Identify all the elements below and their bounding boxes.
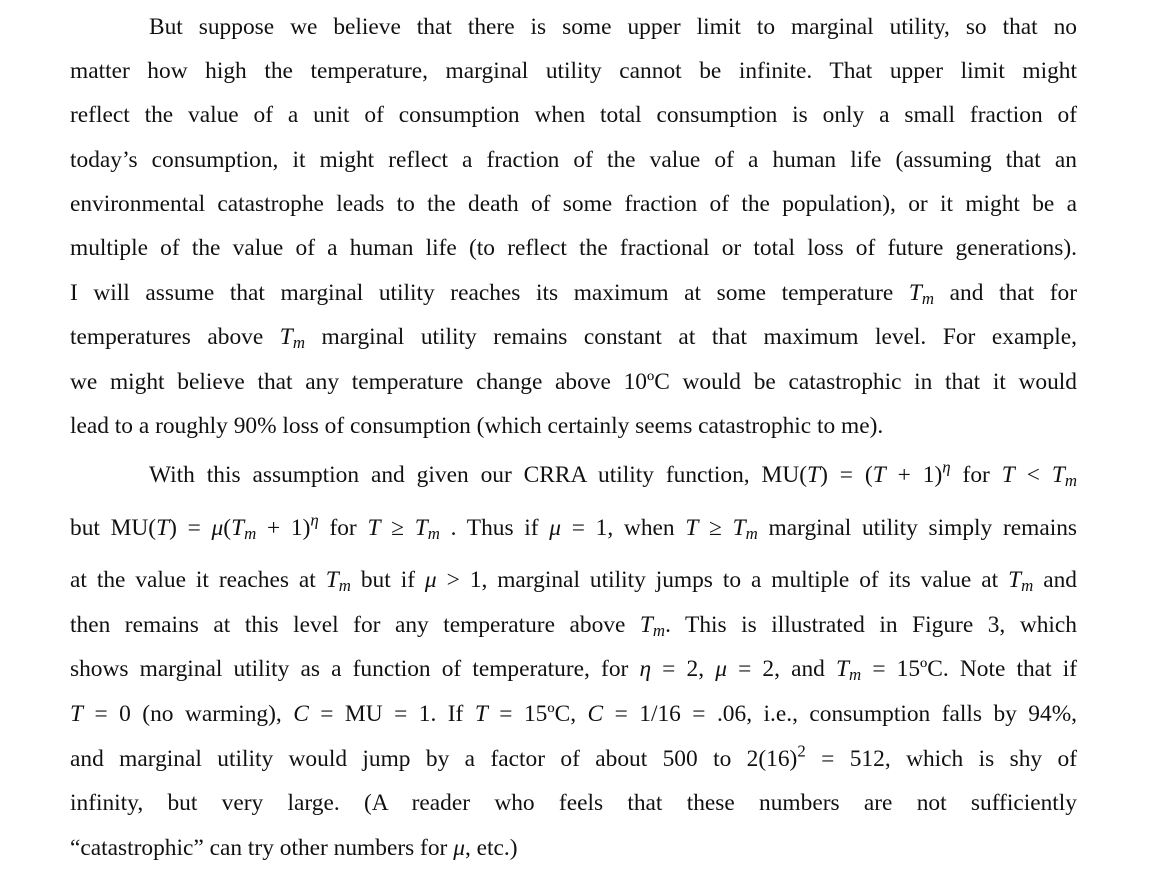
p1-line-9: we might believe that any temperature change above 10ºC would be catastrophic in that it would (70, 369, 1077, 395)
p2-line-6: T = 0 (no warming), C = MU = 1. If T = 15ºC, C = 1/16 = .06, i.e., consumption falls by 94%, (70, 701, 1078, 727)
p2-line-5: shows marginal utility as a function of temperature, for η = 2, μ = 2, and $T_m$ = 15ºC. Note that if (70, 656, 1077, 685)
p2-line-3: at the value it reaches at $T_m$ but if μ > 1, marginal utility jumps to a multiple of its value at $T_m$ and (70, 567, 1077, 596)
p2-line-4: then remains at this level for any temperature above $T_m$. This is illustrated in Figure 3, which (70, 612, 1077, 641)
p1-line-6: multiple of the value of a human life (to reflect the fractional or total loss of future generations). (70, 235, 1077, 261)
p1-line-8: temperatures above $T_m$ marginal utility remains constant at that maximum level. For example, (70, 324, 1077, 353)
p1-line-4: today’s consumption, it might reflect a fraction of the value of a human life (assuming that an (70, 147, 1077, 173)
p1-line-10: lead to a roughly 90% loss of consumption (which certainly seems catastrophic to me). (70, 413, 884, 439)
p1-line-3: reflect the value of a unit of consumption when total consumption is only a small fraction of (70, 102, 1077, 128)
p1-line-2: matter how high the temperature, marginal utility cannot be infinite. That upper limit might (70, 58, 1077, 84)
p2-line-1: With this assumption and given our CRRA utility function, $MU(T) = (T + 1)^\eta$ for $T < T_m$ (149, 457, 1078, 491)
p2-line-7: and marginal utility would jump by a factor of about 500 to $2(16)^2 = 512$, which is shy of (70, 741, 1077, 772)
p1-line-1: But suppose we believe that there is some upper limit to marginal utility, so that no (149, 14, 1077, 40)
p1-line-5: environmental catastrophe leads to the death of some fraction of the population), or it might be a (70, 191, 1077, 217)
p1-line-7: I will assume that marginal utility reaches its maximum at some temperature $T_m$ and that for (70, 280, 1077, 309)
p2-line-2: but $MU(T) = \mu(T_m + 1)^\eta$ for $T \ge T_m$ . Thus if μ = 1, when $T \ge T_m$ marginal utility simply remains (70, 510, 1077, 544)
p2-line-8: infinity, but very large. (A reader who feels that these numbers are not sufficiently (70, 790, 1077, 816)
p2-line-9: “catastrophic” can try other numbers for μ, etc.) (70, 835, 518, 861)
